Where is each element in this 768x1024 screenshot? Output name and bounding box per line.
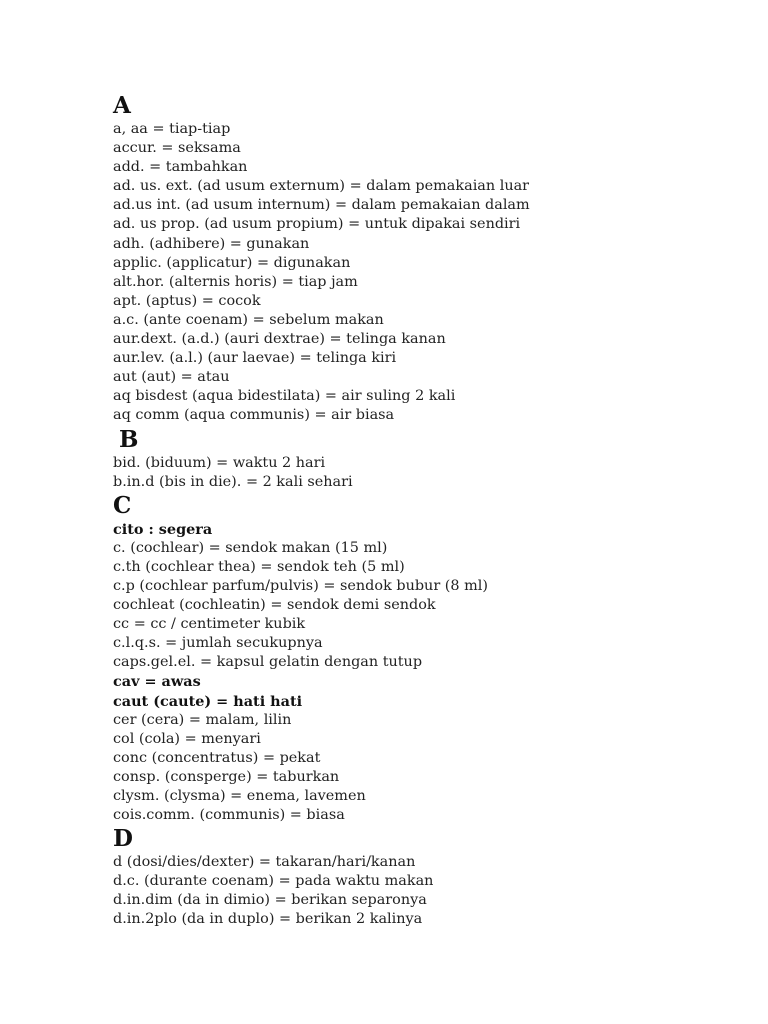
section-letter-a: A bbox=[113, 92, 131, 119]
list-item: c. (cochlear) = sendok makan (15 ml) bbox=[113, 539, 388, 556]
section-a bbox=[113, 92, 733, 426]
list-item: aur.lev. (a.l.) (aur laevae) = telinga kiri bbox=[113, 350, 397, 367]
list-item: caut (caute) = hati hati bbox=[113, 692, 303, 710]
list-item: consp. (consperge) = taburkan bbox=[113, 768, 340, 785]
section-b bbox=[113, 426, 733, 492]
list-item: a.c. (ante coenam) = sebelum makan bbox=[113, 311, 384, 328]
list-item: adh. (adhibere) = gunakan bbox=[113, 235, 310, 252]
list-item: bid. (biduum) = waktu 2 hari bbox=[113, 454, 326, 471]
list-item: aut (aut) = atau bbox=[113, 369, 230, 386]
section-letter-c: C bbox=[113, 491, 132, 519]
list-item: alt.hor. (alternis horis) = tiap jam bbox=[113, 273, 358, 290]
entry-list-b bbox=[113, 454, 733, 492]
list-item: caps.gel.el. = kapsul gelatin dengan tutup bbox=[113, 654, 423, 671]
entry-list-c bbox=[113, 520, 733, 826]
list-item: cito : segera bbox=[113, 520, 213, 538]
list-item: aq bisdest (aqua bidestilata) = air suling 2 kali bbox=[113, 388, 456, 405]
list-item: applic. (applicatur) = digunakan bbox=[113, 254, 351, 271]
list-item: d.in.dim (da in dimio) = berikan separonya bbox=[113, 892, 427, 909]
entry-list-d bbox=[113, 853, 733, 929]
list-item: apt. (aptus) = cocok bbox=[113, 292, 261, 309]
list-item: c.p (cochlear parfum/pulvis) = sendok bubur (8 ml) bbox=[113, 577, 488, 594]
list-item: col (cola) = menyari bbox=[113, 730, 261, 747]
document-page bbox=[113, 92, 733, 930]
list-item: c.l.q.s. = jumlah secukupnya bbox=[113, 635, 323, 652]
section-letter-d: D bbox=[113, 825, 133, 853]
list-item: ad. us. ext. (ad usum externum) = dalam pemakaian luar bbox=[113, 178, 530, 195]
list-item: c.th (cochlear thea) = sendok teh (5 ml) bbox=[113, 558, 405, 575]
list-item: d.c. (durante coenam) = pada waktu makan bbox=[113, 873, 434, 890]
list-item: ad.us int. (ad usum internum) = dalam pemakaian dalam bbox=[113, 197, 530, 214]
list-item: d (dosi/dies/dexter) = takaran/hari/kanan bbox=[113, 854, 416, 871]
list-item: cois.comm. (communis) = biasa bbox=[113, 807, 345, 824]
list-item: add. = tambahkan bbox=[113, 159, 248, 176]
list-item: cav = awas bbox=[113, 673, 201, 691]
list-item: aur.dext. (a.d.) (auri dextrae) = telinga kanan bbox=[113, 331, 446, 348]
list-item: clysm. (clysma) = enema, lavemen bbox=[113, 788, 366, 804]
list-item: d.in.2plo (da in duplo) = berikan 2 kalinya bbox=[113, 911, 423, 928]
section-d bbox=[113, 825, 733, 929]
list-item: ad. us prop. (ad usum propium) = untuk dipakai sendiri bbox=[113, 216, 521, 233]
list-item: cc = cc / centimeter kubik bbox=[113, 616, 306, 633]
list-item: cer (cera) = malam, lilin bbox=[113, 711, 292, 728]
section-letter-b: B bbox=[119, 425, 139, 453]
section-c bbox=[113, 492, 733, 826]
list-item: a, aa = tiap-tiap bbox=[113, 121, 231, 137]
list-item: b.in.d (bis in die). = 2 kali sehari bbox=[113, 473, 353, 490]
list-item: cochleat (cochleatin) = sendok demi sendok bbox=[113, 597, 436, 614]
entry-list-a bbox=[113, 120, 733, 426]
list-item: aq comm (aqua communis) = air biasa bbox=[113, 407, 395, 424]
list-item: accur. = seksama bbox=[113, 140, 241, 157]
list-item: conc (concentratus) = pekat bbox=[113, 749, 321, 766]
